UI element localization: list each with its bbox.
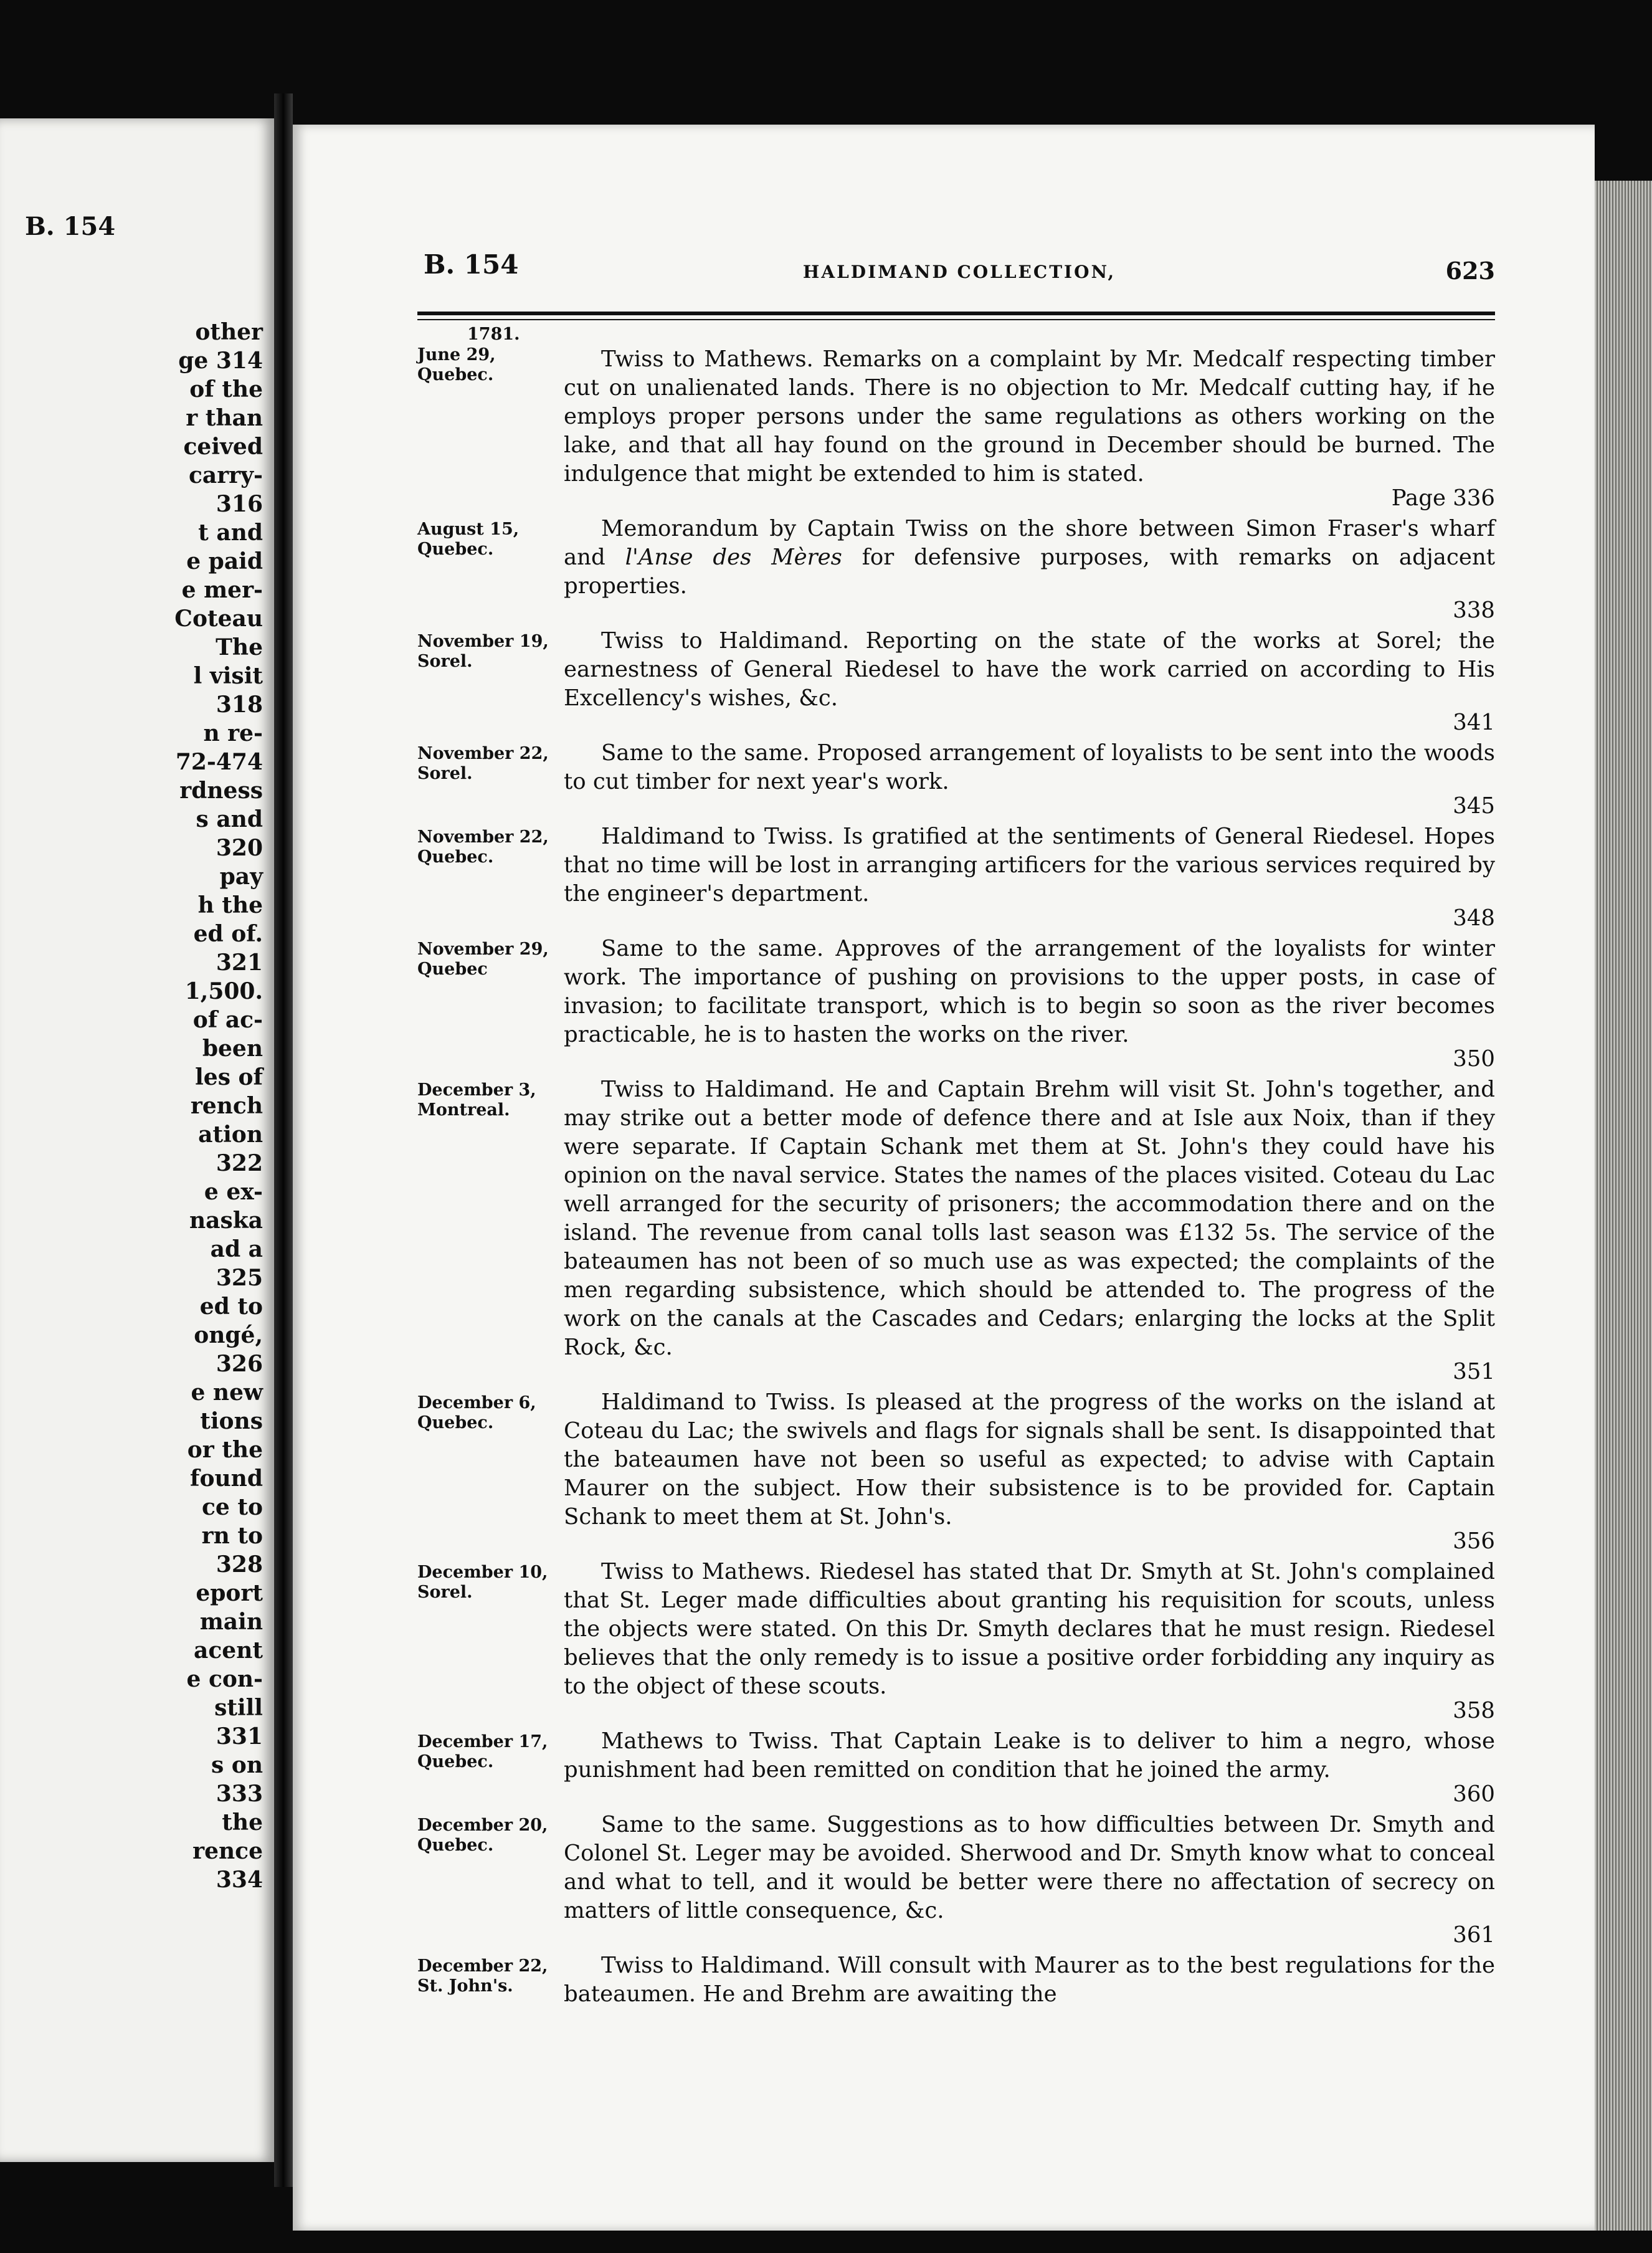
entry-date-place xyxy=(417,1080,561,1120)
entry-page-ref: Page 336 xyxy=(1391,485,1495,511)
entry-text: Haldimand to Twiss. Is pleased at the progress of the works on the island at Coteau du Lac; the swivels and flags for signals shall be sent. Is disappointed that the bateaumen have not been so useful as expected; to advise with Captain Maurer on the subject. How their subsistence is to be provided for. Captain Schank to meet them at St. John's. xyxy=(564,1389,1495,1530)
left-page-fragment: of the xyxy=(189,376,263,402)
entry-text: Same to the same. Suggestions as to how difficulties between Dr. Smyth and Colonel St. Leger may be avoided. Sherwood and Dr. Smyth know what to conceal and what to tell, and it would be better were there no affectation of secrecy on matters of little consequence, &c. xyxy=(564,1812,1495,1923)
left-page-fragment: ed to xyxy=(199,1293,263,1320)
entry-date: December 10, xyxy=(417,1563,548,1582)
left-page-fragment: still xyxy=(214,1695,263,1721)
left-page-fragment: eport xyxy=(196,1580,263,1606)
entry-page-ref: 348 xyxy=(1453,905,1495,931)
entry-place: Quebec xyxy=(417,960,488,979)
left-page-fragment: e mer- xyxy=(181,577,263,603)
header-rule-thin xyxy=(417,319,1495,320)
entry-place: Quebec. xyxy=(417,1836,494,1855)
left-page-fragment: s on xyxy=(211,1752,263,1778)
left-page-fragment: r than xyxy=(186,405,263,431)
left-page-fragment: e con- xyxy=(186,1666,263,1692)
entry-text xyxy=(564,515,1495,601)
left-page-fragment: naska xyxy=(189,1207,263,1234)
left-page-fragment: acent xyxy=(194,1637,263,1664)
left-page-fragment: e new xyxy=(191,1379,263,1406)
left-page-fragment: Coteau xyxy=(174,606,263,632)
entry-date: June 29, xyxy=(417,345,496,364)
entry-date-place xyxy=(417,940,561,979)
entry-date: November 19, xyxy=(417,632,549,651)
entry-text: Same to the same. Proposed arrangement of loyalists to be sent into the woods to cut timber for next year's work. xyxy=(564,740,1495,794)
entry-page-ref: 360 xyxy=(1453,1781,1495,1807)
entry-place: Quebec. xyxy=(417,540,494,559)
entry-text: Twiss to Haldimand. Will consult with Maurer as to the best regulations for the bateaumen. He and Brehm are awaiting the xyxy=(564,1953,1495,2007)
entry-date: November 22, xyxy=(417,827,549,847)
entry-date: December 6, xyxy=(417,1393,536,1412)
entry-place: Quebec. xyxy=(417,365,494,384)
left-page-fragment: t and xyxy=(198,520,263,546)
left-page-fragment: 325 xyxy=(216,1265,263,1291)
calendar-entry xyxy=(417,1075,1495,1384)
left-page-fragment: h the xyxy=(197,892,263,918)
entry-text-part: for defensive purposes, with remarks on adjacent properties. xyxy=(564,545,1495,599)
left-page-fragment: ad a xyxy=(210,1236,263,1262)
calendar-entry xyxy=(417,1951,1495,2009)
calendar-entries xyxy=(417,324,1495,2012)
calendar-entry xyxy=(417,739,1495,819)
entry-date: December 22, xyxy=(417,1956,548,1976)
left-page-fragment: 334 xyxy=(216,1867,263,1893)
left-page-fragment: 321 xyxy=(216,950,263,976)
calendar-entry xyxy=(417,515,1495,623)
left-page-fragment: or the xyxy=(187,1437,263,1463)
left-page-fragment: e ex- xyxy=(204,1179,263,1205)
left-page-fragment: ed of. xyxy=(193,921,263,947)
header-rule-thick xyxy=(417,312,1495,315)
left-page-fragment: 320 xyxy=(216,835,263,861)
calendar-entry xyxy=(417,1558,1495,1723)
entry-date: December 20, xyxy=(417,1816,548,1835)
entry-page-ref: 338 xyxy=(1453,598,1495,623)
entry-date-place xyxy=(417,1816,561,1855)
left-page-fragment: les of xyxy=(195,1064,263,1090)
left-page-fragment: tions xyxy=(200,1408,263,1434)
left-page-fragment: 316 xyxy=(216,491,263,517)
entry-text: Mathews to Twiss. That Captain Leake is to deliver to him a negro, whose punishment had been remitted on condition that he joined the army. xyxy=(564,1728,1495,1783)
left-page-fragment: rn to xyxy=(201,1523,263,1549)
left-page-fragment: ongé, xyxy=(194,1322,263,1348)
page-stack-edge xyxy=(1595,181,1652,2231)
left-page-fragment: rdness xyxy=(179,778,263,804)
entry-year: 1781. xyxy=(467,325,520,344)
left-page-fragment: ceived xyxy=(183,434,263,460)
running-header xyxy=(424,249,1495,287)
left-page-fragment: 72-474 xyxy=(175,749,263,775)
calendar-entry xyxy=(417,324,1495,511)
left-page-fragment: n re- xyxy=(203,720,263,746)
entry-place: St. John's. xyxy=(417,1976,513,1996)
entry-text: Haldimand to Twiss. Is gratified at the sentiments of General Riedesel. Hopes that no time will be lost in arranging artificers for the various services required by the engineer's department. xyxy=(564,824,1495,907)
entry-date: November 22, xyxy=(417,744,549,763)
left-page-fragment: ce to xyxy=(202,1494,263,1520)
left-page-fragment: l visit xyxy=(193,663,263,689)
entry-text: Twiss to Haldimand. He and Captain Brehm will visit St. John's together, and may strike out a better mode of defence there and at Isle aux Noix, than if they were separate. If Captain Schank met them at St. John's they could have his opinion on the naval service. States the names of the places visited. Coteau du Lac well arranged for the security of prisoners; the accommodation there and on the island. The revenue from canal tolls last season was £132 5s. The service of the bateaumen has not been of so much use as was expected; the complaints of the men regarding subsistence, which should be attended to. The progress of the work on the canals at the Cascades and Cedars; enlarging the locks at the Split Rock, &c. xyxy=(564,1077,1495,1360)
left-page-fragment: found xyxy=(189,1465,263,1492)
entry-place: Sorel. xyxy=(417,1583,473,1602)
page-number: 623 xyxy=(1445,257,1495,285)
entry-place: Sorel. xyxy=(417,764,473,783)
left-page-fragment: the xyxy=(222,1809,263,1836)
entry-date: November 29, xyxy=(417,940,549,959)
entry-place: Sorel. xyxy=(417,652,473,671)
entry-date-place xyxy=(417,520,561,560)
entry-text-italic: l'Anse des Mères xyxy=(625,545,842,570)
left-page-fragment: e paid xyxy=(186,548,263,574)
calendar-entry xyxy=(417,627,1495,735)
left-page-fragment: The xyxy=(216,634,263,660)
calendar-entry xyxy=(417,1811,1495,1948)
entry-page-ref: 350 xyxy=(1453,1046,1495,1072)
left-page-fragment: 326 xyxy=(216,1351,263,1377)
entry-place: Montreal. xyxy=(417,1100,510,1120)
entry-date-place xyxy=(417,1956,561,1996)
entry-page-ref: 356 xyxy=(1453,1528,1495,1554)
left-page-fragment: of ac- xyxy=(192,1007,263,1033)
left-page-fragment: 1,500. xyxy=(184,978,263,1004)
entry-place: Quebec. xyxy=(417,1413,494,1432)
left-page-fragment: 333 xyxy=(216,1781,263,1807)
entry-text: Twiss to Mathews. Remarks on a complaint by Mr. Medcalf respecting timber cut on unalienated lands. There is no objection to Mr. Medcalf cutting hay, if he employs proper persons under the same regulations as others working on the lake, and that all hay found on the ground in December should be burned. The indulgence that might be extended to him is stated. xyxy=(564,346,1495,487)
collection-title: HALDIMAND COLLECTION, xyxy=(802,262,1116,282)
calendar-entry xyxy=(417,1388,1495,1554)
left-page-fragment: carry- xyxy=(188,462,263,488)
entry-place: Quebec. xyxy=(417,1752,494,1771)
entry-date: August 15, xyxy=(417,520,520,539)
left-page-fragment: 318 xyxy=(216,692,263,718)
entry-date-place xyxy=(417,1563,561,1603)
left-page-header: B. 154 xyxy=(25,212,116,241)
entry-page-ref: 358 xyxy=(1453,1698,1495,1723)
calendar-entry xyxy=(417,1727,1495,1807)
left-page-fragment: other xyxy=(195,319,263,345)
left-page-fragment: been xyxy=(202,1036,263,1062)
left-page-fragment: pay xyxy=(219,864,263,890)
left-page-fragment: rence xyxy=(192,1838,263,1864)
entry-date: December 3, xyxy=(417,1080,536,1100)
left-facing-page xyxy=(0,118,274,2162)
left-page-fragment: s and xyxy=(196,806,263,832)
left-page-fragment: ation xyxy=(198,1122,263,1148)
entry-text-part: Memorandum by Captain Twiss on the shore between Simon Fraser's wharf and xyxy=(564,516,1495,570)
entry-text: Twiss to Mathews. Riedesel has stated that Dr. Smyth at St. John's complained that St. Leger made difficulties about granting his requisition for scouts, unless the objects were stated. On this Dr. Smyth declares that he must resign. Riedesel believes that the only remedy is to issue a positive order forbidding any inquiry as to the object of these scouts. xyxy=(564,1559,1495,1699)
main-page xyxy=(293,125,1595,2231)
book-gutter xyxy=(274,93,293,2187)
calendar-entry xyxy=(417,822,1495,931)
left-page-fragment: 328 xyxy=(216,1551,263,1578)
entry-text: Same to the same. Approves of the arrangement of the loyalists for winter work. The importance of pushing on provisions to the upper posts, in case of invasion; to facilitate transport, which is to begin so soon as the river becomes practicable, he is to hasten the works on the river. xyxy=(564,936,1495,1047)
entry-page-ref: 361 xyxy=(1453,1922,1495,1948)
left-page-fragment: 331 xyxy=(216,1723,263,1750)
left-page-text-fragments xyxy=(174,318,263,1894)
left-page-fragment: rench xyxy=(190,1093,263,1119)
entry-date-place xyxy=(417,744,561,784)
entry-date-place xyxy=(417,1393,561,1433)
entry-text: Twiss to Haldimand. Reporting on the state of the works at Sorel; the earnestness of General Riedesel to have the work carried on according to His Excellency's wishes, &c. xyxy=(564,628,1495,711)
left-page-fragment: ge 314 xyxy=(178,348,263,374)
left-page-fragment: 322 xyxy=(216,1150,263,1176)
section-label: B. 154 xyxy=(424,249,519,280)
entry-page-ref: 351 xyxy=(1453,1359,1495,1384)
left-page-fragment: main xyxy=(199,1609,263,1635)
entry-date: December 17, xyxy=(417,1732,548,1751)
entry-place: Quebec. xyxy=(417,847,494,867)
entry-date-place xyxy=(417,345,561,385)
calendar-entry xyxy=(417,935,1495,1072)
entry-page-ref: 341 xyxy=(1453,710,1495,735)
entry-date-place xyxy=(417,632,561,672)
entry-date-place xyxy=(417,827,561,867)
entry-date-place xyxy=(417,1732,561,1772)
entry-page-ref: 345 xyxy=(1453,793,1495,819)
